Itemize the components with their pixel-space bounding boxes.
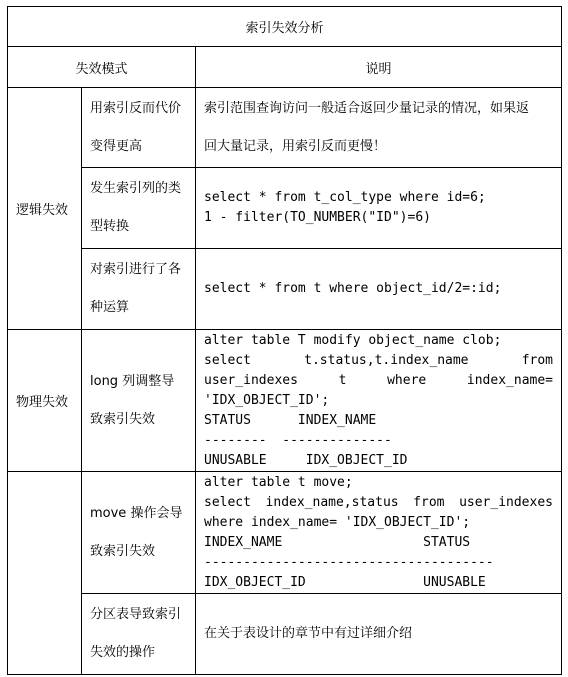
code-line: alter table T modify object_name clob; <box>204 332 502 348</box>
table-row <box>8 168 562 249</box>
code-line: select index_name,status from user_indexes <box>204 494 553 510</box>
mode-text: 致索引失效 <box>90 411 156 427</box>
code-cell <box>196 330 562 472</box>
mode-text: 种运算 <box>90 300 130 315</box>
description-text: 在关于表设计的章节中有过详细介绍 <box>204 626 413 641</box>
code-cell <box>196 472 562 594</box>
index-failure-table <box>7 6 562 675</box>
description-text: 索引范围查询访问一般适合返回少量记录的情况，如果返 <box>204 100 530 116</box>
category-empty <box>8 472 82 675</box>
header-description: 说明 <box>196 47 562 88</box>
mode-text: move 操作会导 <box>90 505 183 521</box>
description-cell <box>196 88 562 168</box>
mode-text: 用索引反而代价 <box>90 100 182 116</box>
code-line: UNUSABLE IDX_OBJECT_ID <box>204 452 408 468</box>
table-title-row <box>8 7 562 47</box>
failure-mode-cell <box>82 330 196 472</box>
code-line: -------- -------------- <box>204 432 392 448</box>
table-row <box>8 249 562 330</box>
code-line: 1 - filter(TO_NUMBER("ID")=6) <box>204 210 431 225</box>
description-text: 回大量记录，用索引反而更慢！ <box>204 138 387 154</box>
code-line: select * from t_col_type where id=6; <box>204 190 486 205</box>
mode-text: 发生索引列的类 <box>90 181 182 196</box>
code-line: ------------------------------------- <box>204 554 494 570</box>
code-line: select * from t where object_id/2=:id; <box>204 281 502 296</box>
code-line: 'IDX_OBJECT_ID'; <box>204 392 330 408</box>
mode-text: 失效的操作 <box>90 645 156 660</box>
code-line: IDX_OBJECT_ID UNUSABLE <box>204 574 486 590</box>
mode-text: 对索引进行了各 <box>90 262 182 277</box>
table-row <box>8 594 562 675</box>
code-line: STATUS INDEX_NAME <box>204 412 377 428</box>
table-row <box>8 330 562 472</box>
failure-mode-cell <box>82 472 196 594</box>
mode-text: 变得更高 <box>90 138 143 154</box>
table-row <box>8 88 562 168</box>
table-title: 索引失效分析 <box>8 7 562 47</box>
code-cell <box>196 168 562 249</box>
failure-mode-cell <box>82 88 196 168</box>
header-failure-mode: 失效模式 <box>8 47 196 88</box>
mode-text: long 列调整导 <box>90 373 175 389</box>
table-row <box>8 472 562 594</box>
mode-text: 致索引失效 <box>90 543 156 559</box>
failure-mode-cell <box>82 168 196 249</box>
code-line: select t.status,t.index_name from <box>204 352 553 368</box>
code-line: alter table t move; <box>204 474 353 490</box>
code-cell <box>196 249 562 330</box>
failure-mode-cell <box>82 594 196 675</box>
category-physical-failure: 物理失效 <box>8 330 82 472</box>
mode-text: 分区表导致索引 <box>90 607 182 622</box>
code-line: where index_name= 'IDX_OBJECT_ID'; <box>204 514 471 530</box>
category-logic-failure: 逻辑失效 <box>8 88 82 330</box>
code-line: user_indexes t where index_name= <box>204 372 553 388</box>
code-line: INDEX_NAME STATUS <box>204 534 471 550</box>
table-header-row <box>8 47 562 88</box>
failure-mode-cell <box>82 249 196 330</box>
mode-text: 型转换 <box>90 219 130 234</box>
description-cell <box>196 594 562 675</box>
